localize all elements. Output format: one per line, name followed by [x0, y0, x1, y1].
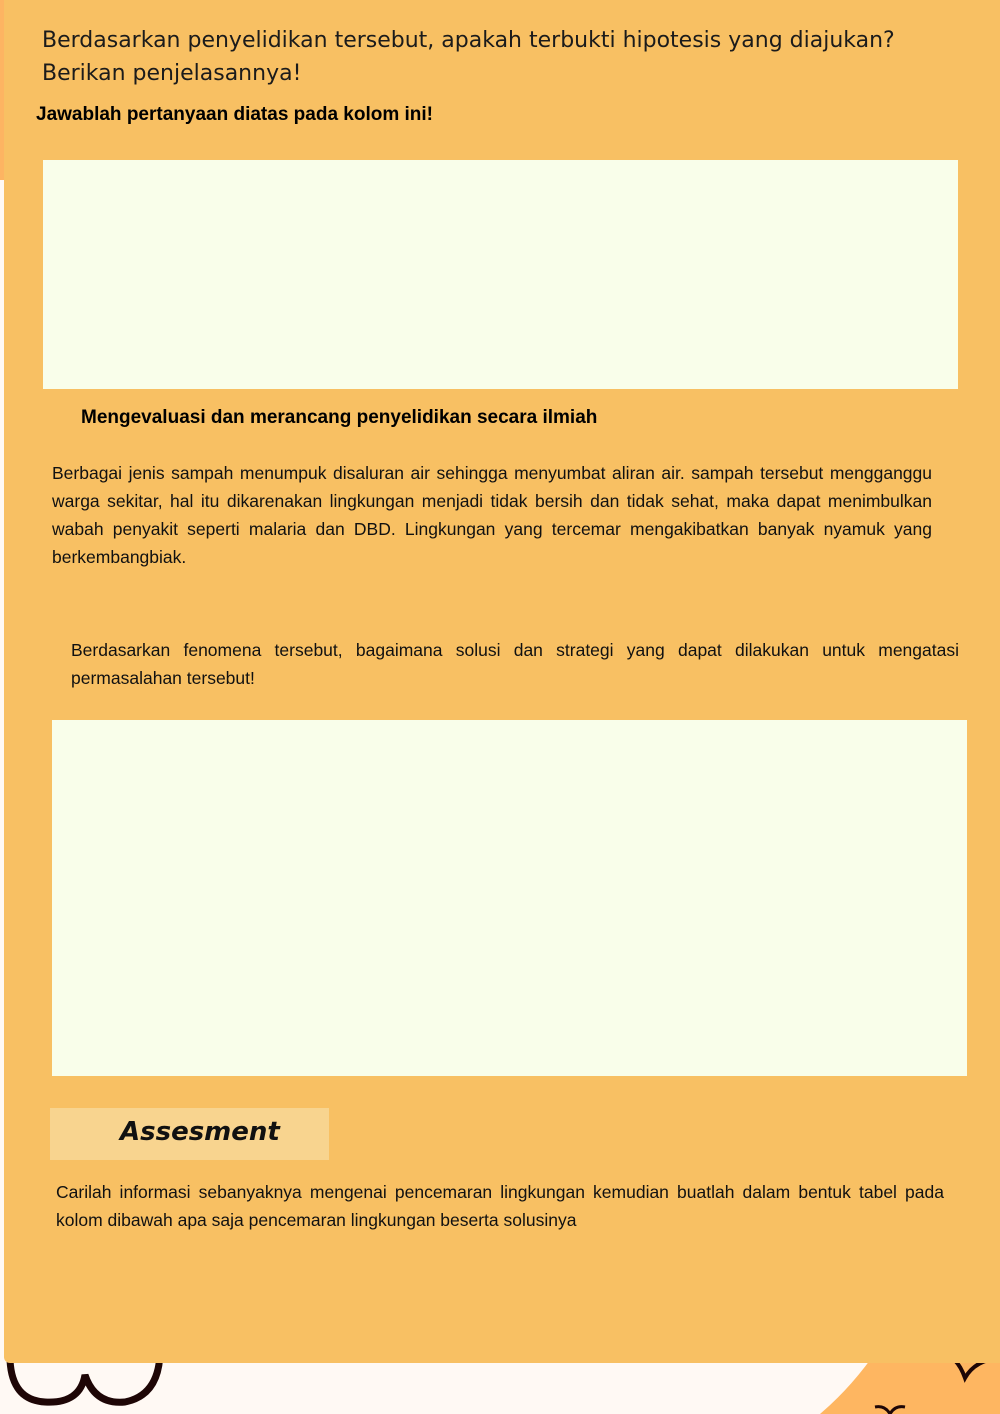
answer-box-2[interactable] — [52, 720, 967, 1076]
answer-instruction: Jawablah pertanyaan diatas pada kolom ini! — [36, 104, 434, 125]
assessment-title: Assesment — [120, 1117, 280, 1147]
assessment-heading — [50, 1108, 329, 1160]
question-2-text: Berdasarkan fenomena tersebut, bagaimana solusi dan strategi yang dapat dilakukan untuk mengatasi permasalahan tersebut! — [71, 640, 959, 688]
section-title: Mengevaluasi dan merancang penyelidikan secara ilmiah — [81, 407, 598, 428]
phenomenon-text: Berbagai jenis sampah menumpuk disaluran air sehingga menyumbat aliran air. sampah tersebut mengganggu warga sekitar, hal itu dikarenakan lingkungan menjadi tidak bersih dan tidak sehat, maka dapat menimbulkan wabah penyakit seperti malaria dan DBD. Lingkungan yang tercemar mengakibatkan banyak nyamuk yang berkembangbiak. — [52, 463, 932, 567]
assessment-text: Carilah informasi sebanyaknya mengenai pencemaran lingkungan kemudian buatlah dalam bentuk tabel pada kolom dibawah apa saja pencemaran lingkungan beserta solusinya — [56, 1182, 944, 1230]
question-text: Berdasarkan penyelidikan tersebut, apakah terbukti hipotesis yang diajukan? Berikan penjelasannya! — [42, 28, 895, 86]
answer-box-1[interactable] — [43, 160, 958, 389]
